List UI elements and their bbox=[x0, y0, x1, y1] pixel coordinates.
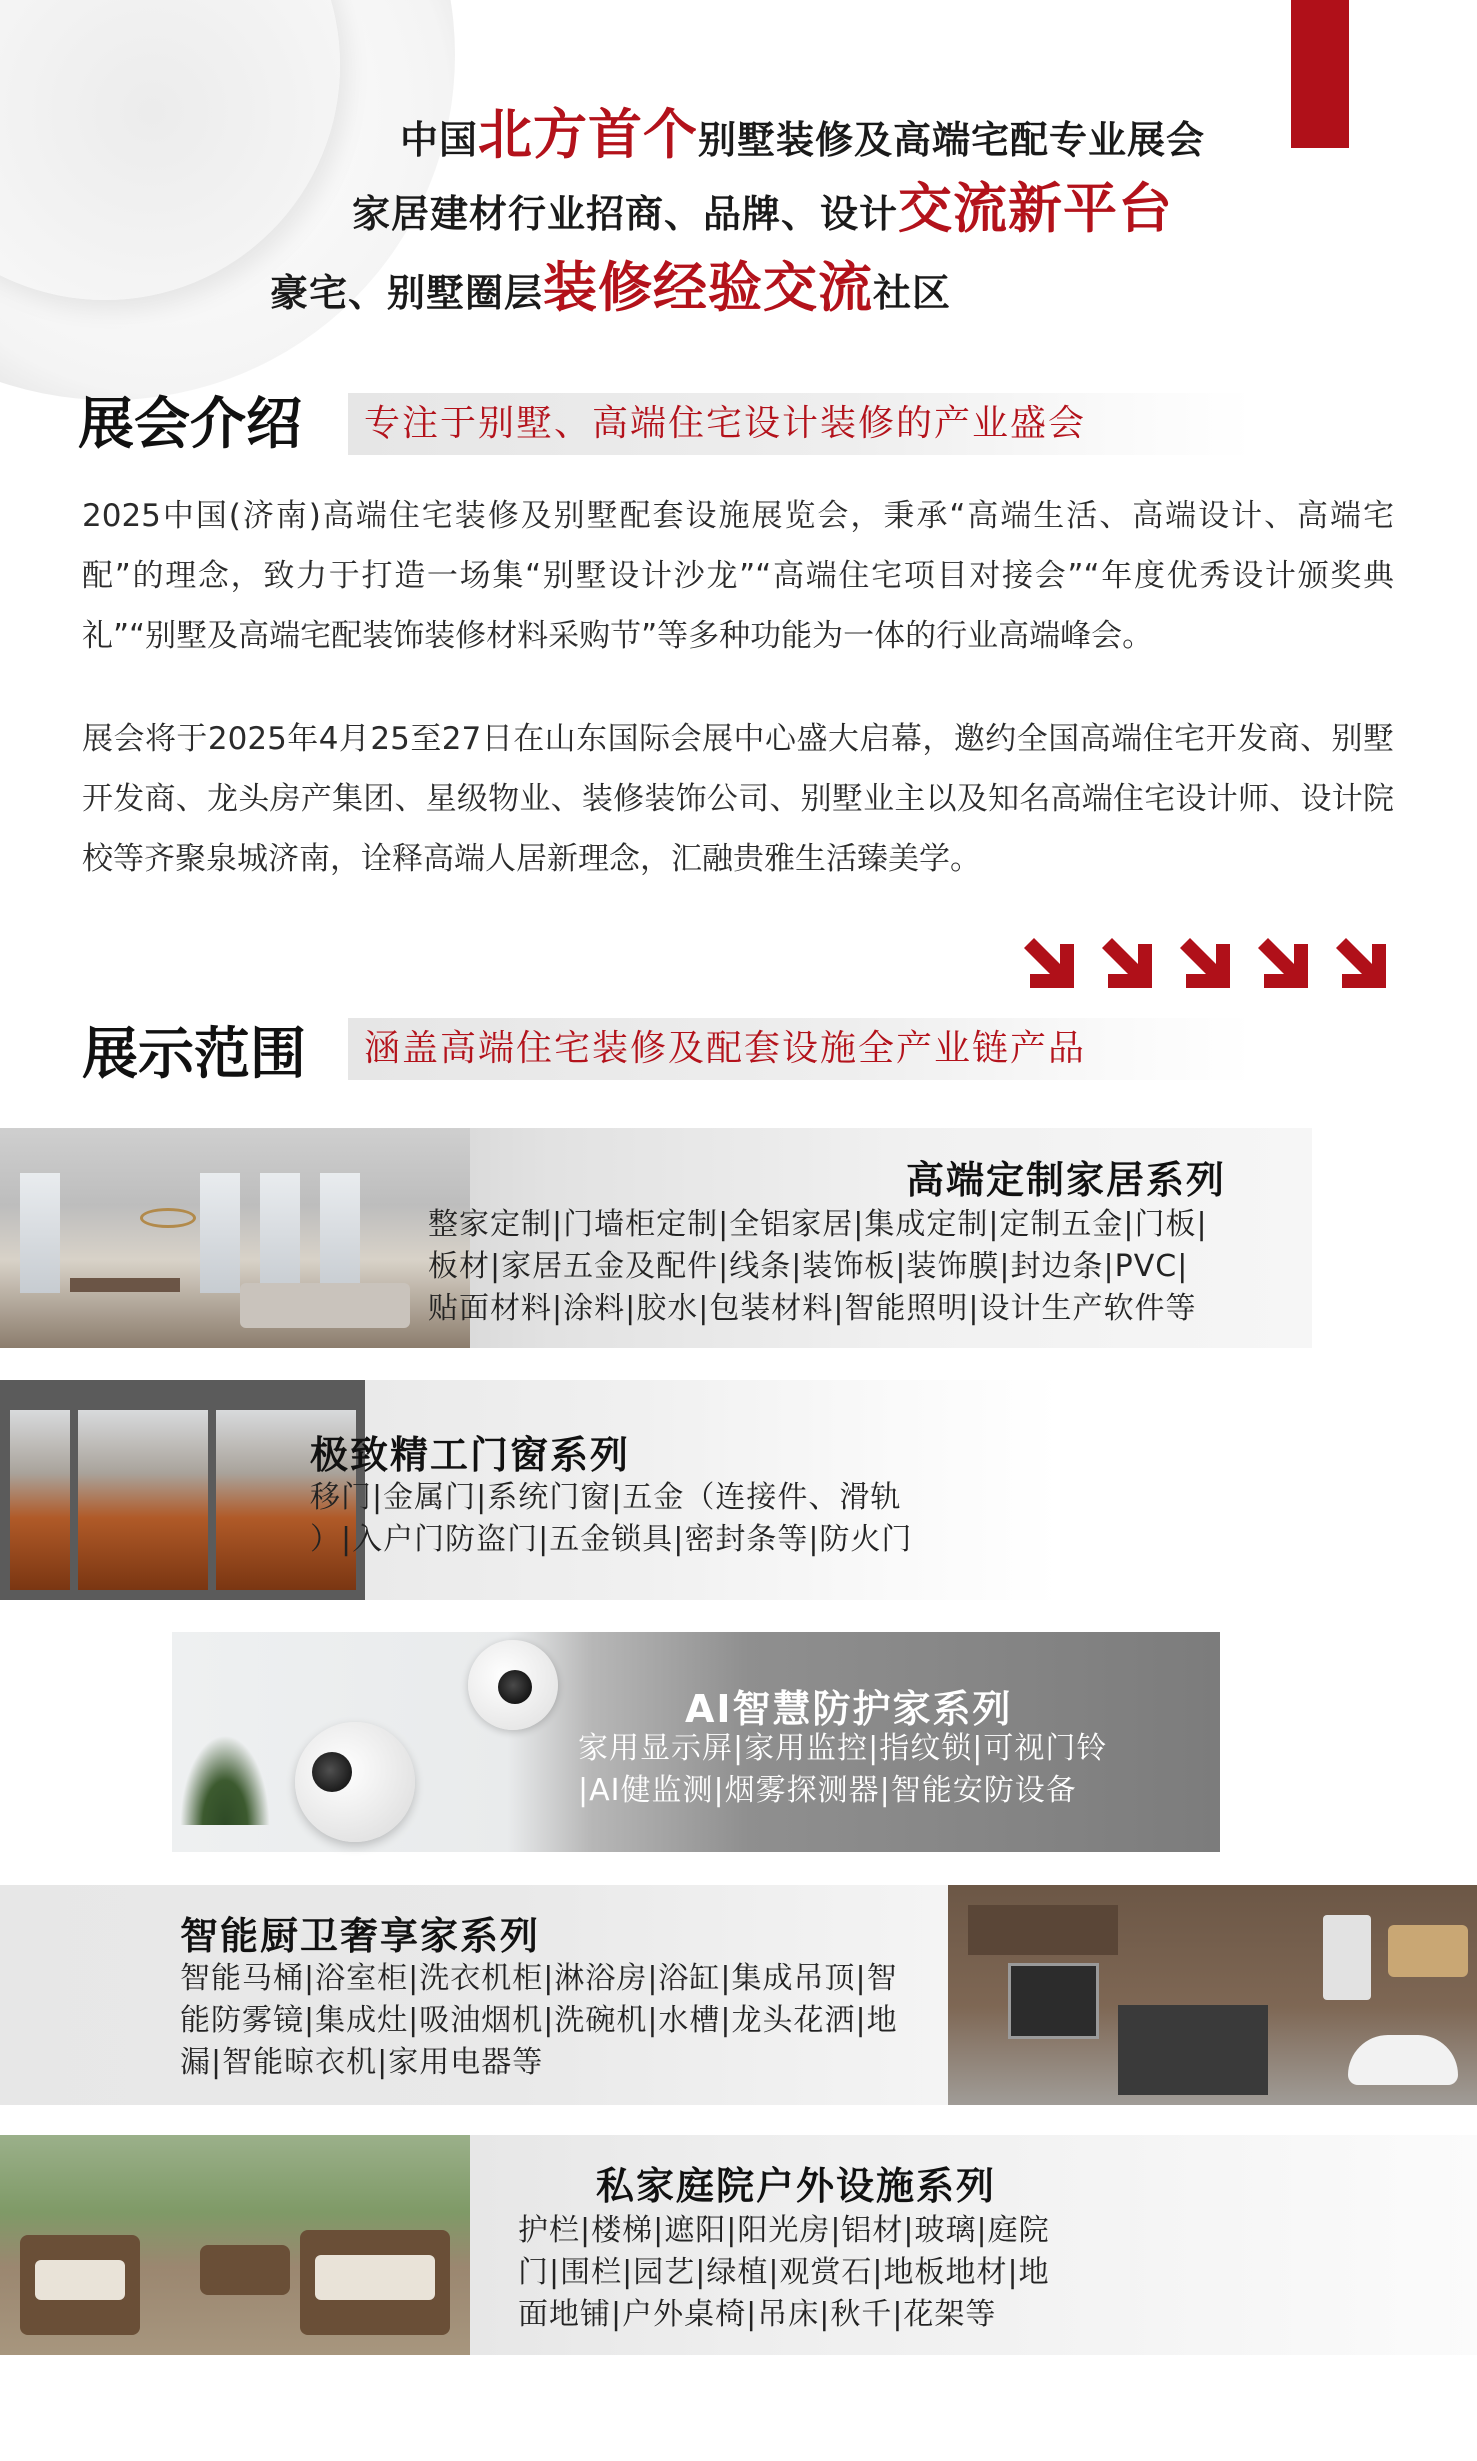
series-line: 家用显示屏|家用监控|指纹锁|可视门铃 bbox=[578, 1731, 1108, 1766]
series-items bbox=[518, 2210, 1118, 2336]
series-title: 极致精工门窗系列 bbox=[310, 1433, 631, 1477]
hero-highlight: 北方首个 bbox=[478, 103, 699, 166]
series-items bbox=[180, 1958, 980, 2084]
camera-lens-icon bbox=[498, 1670, 532, 1704]
scope-subtitle-band bbox=[348, 1018, 1253, 1080]
series-line: ）|入户门防盗门|五金锁具|密封条等|防火门 bbox=[310, 1522, 913, 1557]
hero-text: 别墅装修及高端宅配专业展会 bbox=[698, 118, 1206, 162]
arrow-down-right-icon bbox=[1176, 934, 1234, 992]
intro-subtitle-band bbox=[348, 393, 1253, 455]
hero-highlight: 交流新平台 bbox=[898, 177, 1174, 240]
hero-text: 豪宅、别墅圈层 bbox=[270, 271, 544, 315]
series-line: 门|围栏|园艺|绿植|观赏石|地板地材|地 bbox=[518, 2255, 1050, 2290]
hero-line-2 bbox=[352, 166, 1173, 243]
series-title: 私家庭院户外设施系列 bbox=[596, 2164, 997, 2208]
series-line: 漏|智能晾衣机|家用电器等 bbox=[180, 2045, 544, 2080]
hero-highlight: 装修经验交流 bbox=[543, 256, 874, 319]
camera-lens-icon bbox=[312, 1752, 352, 1792]
series-items bbox=[428, 1204, 1288, 1330]
intro-paragraph-2: 展会将于2025年4月25至27日在山东国际会展中心盛大启幕，邀约全国高端住宅开发商、别墅开发商、龙头房产集团、星级物业、装修装饰公司、别墅业主以及知名高端住宅设计师、设计院校等齐聚泉城济南，诠释高端人居新理念，汇融贵雅生活臻美学。 bbox=[82, 721, 1394, 877]
intro-title: 展会介绍 bbox=[78, 392, 302, 457]
series-line: 贴面材料|涂料|胶水|包装材料|智能照明|设计生产软件等 bbox=[428, 1291, 1197, 1326]
hero-line-1 bbox=[400, 92, 1205, 169]
intro-paragraph-1: 2025中国(济南)高端住宅装修及别墅配套设施展览会，秉承“高端生活、高端设计、高端宅配”的理念，致力于打造一场集“别墅设计沙龙”“高端住宅项目对接会”“年度优秀设计颁奖典礼”“别墅及高端宅配装饰装修材料采购节”等多种功能为一体的行业高端峰会。 bbox=[82, 498, 1394, 654]
garden-furniture-photo bbox=[0, 2135, 470, 2355]
hero-text: 社区 bbox=[873, 271, 952, 315]
series-items bbox=[578, 1728, 1198, 1812]
series-title: AI智慧防护家系列 bbox=[685, 1687, 1013, 1731]
scope-subtitle: 涵盖高端住宅装修及配套设施全产业链产品 bbox=[364, 1028, 1087, 1069]
hero-text: 中国 bbox=[400, 118, 479, 162]
security-camera-icon bbox=[295, 1722, 415, 1842]
arrow-down-right-icon bbox=[1332, 934, 1390, 992]
arrow-down-right-icon bbox=[1020, 934, 1078, 992]
plant-photo bbox=[180, 1735, 270, 1825]
hero-line-3 bbox=[270, 245, 951, 322]
series-line: 移门|金属门|系统门窗|五金（连接件、滑轨 bbox=[310, 1480, 902, 1515]
series-title: 智能厨卫奢享家系列 bbox=[180, 1914, 541, 1958]
series-line: 板材|家居五金及配件|线条|装饰板|装饰膜|封边条|PVC| bbox=[428, 1249, 1189, 1284]
series-title: 高端定制家居系列 bbox=[906, 1158, 1227, 1202]
series-line: 面地铺|户外桌椅|吊床|秋千|花架等 bbox=[518, 2297, 997, 2332]
series-line: 智能马桶|浴室柜|洗衣机柜|淋浴房|浴缸|集成吊顶|智 bbox=[180, 1961, 898, 1996]
living-room-photo bbox=[0, 1128, 470, 1348]
series-line: 护栏|楼梯|遮阳|阳光房|铝材|玻璃|庭院 bbox=[518, 2213, 1050, 2248]
intro-subtitle: 专注于别墅、高端住宅设计装修的产业盛会 bbox=[364, 403, 1087, 444]
kitchen-photo bbox=[948, 1885, 1477, 2105]
series-items bbox=[310, 1477, 990, 1561]
series-line: 整家定制|门墙柜定制|全铝家居|集成定制|定制五金|门板| bbox=[428, 1207, 1208, 1242]
scope-title: 展示范围 bbox=[82, 1022, 306, 1087]
series-line: 能防雾镜|集成灶|吸油烟机|洗碗机|水槽|龙头花洒|地 bbox=[180, 2003, 898, 2038]
arrow-down-right-icon bbox=[1254, 934, 1312, 992]
arrow-down-right-icon bbox=[1098, 934, 1156, 992]
series-line: |AI健监测|烟雾探测器|智能安防设备 bbox=[578, 1773, 1077, 1808]
red-accent-bar bbox=[1291, 0, 1349, 148]
hero-text: 家居建材行业招商、品牌、设计 bbox=[352, 192, 899, 236]
